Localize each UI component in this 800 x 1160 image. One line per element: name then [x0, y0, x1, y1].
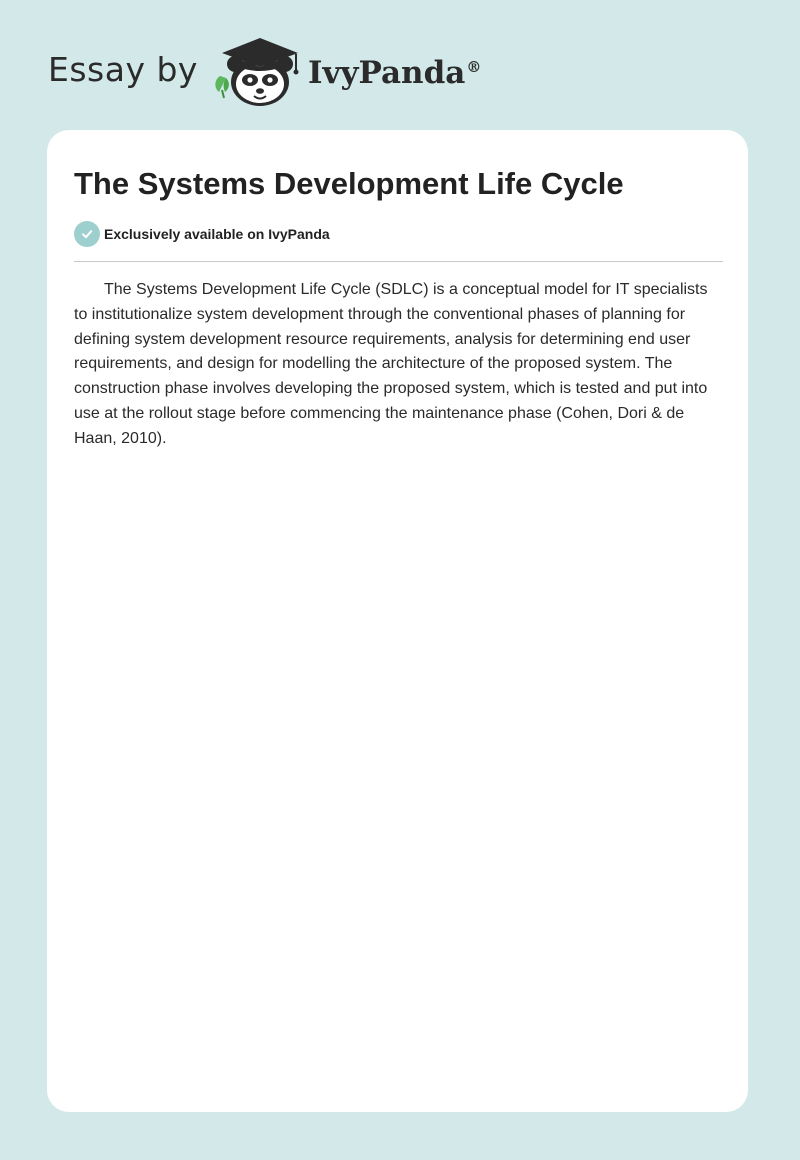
essay-by-label: Essay by [48, 49, 198, 89]
brand-name-text: IvyPanda [307, 55, 466, 91]
registered-mark: ® [466, 57, 482, 76]
site-header [48, 36, 481, 108]
essay-paragraph: The Systems Development Life Cycle (SDLC) is a conceptual model for IT specialists to institutionalize system development through the conventional phases of planning for defining system development resource requirements, analysis for determining end user requirements, and design for modelling the architecture of the proposed system. The construction phase involves developing the proposed system, which is tested and put into use at the rollout stage before commencing the maintenance phase (Cohen, Dori & de Haan, 2010). [74, 281, 708, 447]
exclusive-label: Exclusively available on IvyPanda [104, 226, 330, 242]
check-icon [74, 221, 100, 247]
ivypanda-logo-link[interactable] [212, 36, 481, 108]
essay-card [47, 130, 748, 1112]
leaf-icon [215, 76, 229, 98]
brand-name [308, 55, 481, 91]
panda-graduate-icon [212, 36, 302, 108]
exclusive-badge [74, 221, 330, 247]
divider [74, 261, 723, 262]
essay-title: The Systems Development Life Cycle [74, 166, 624, 201]
